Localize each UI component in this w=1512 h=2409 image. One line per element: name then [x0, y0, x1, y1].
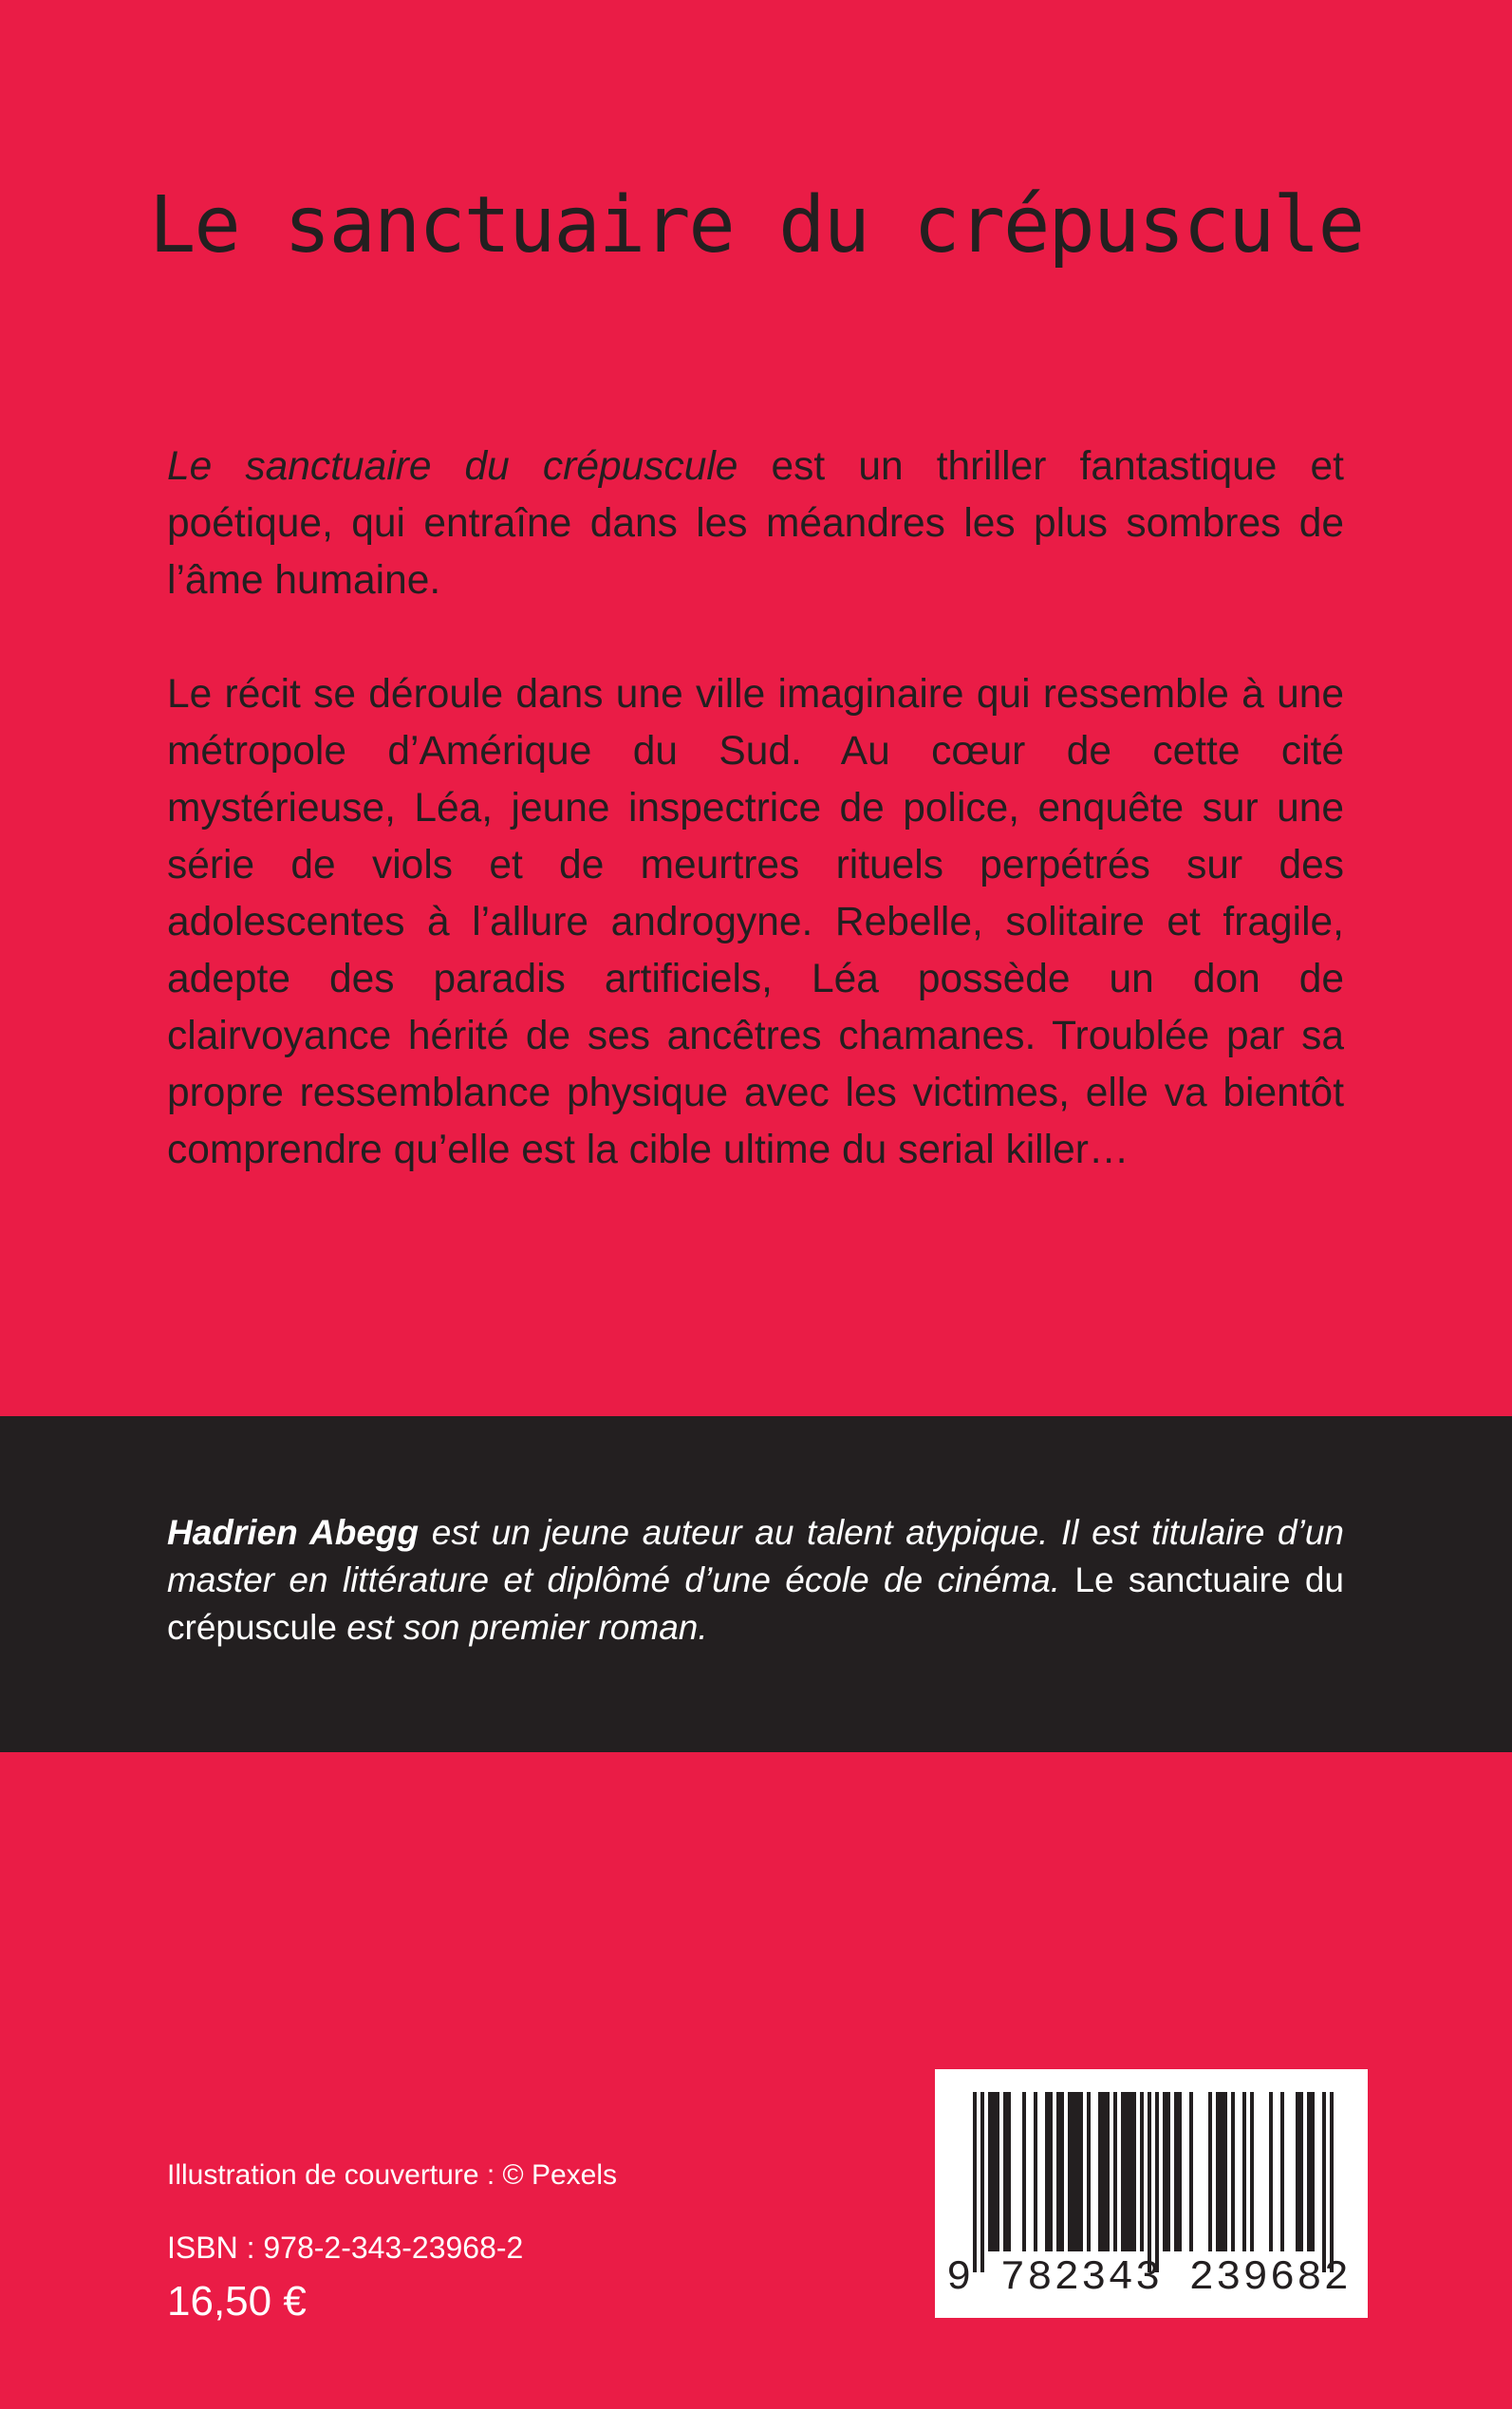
barcode-bar: [1148, 2092, 1151, 2272]
barcode-bar: [1322, 2092, 1326, 2272]
barcode-bar: [973, 2092, 977, 2272]
barcode-bar: [1307, 2092, 1311, 2251]
barcode-bar: [1113, 2092, 1117, 2251]
barcode-bar: [1167, 2092, 1170, 2251]
barcode-bar: [996, 2092, 999, 2251]
blurb-book-title: Le sanctuaire du crépuscule: [167, 444, 738, 489]
barcode-bar: [1250, 2092, 1254, 2251]
barcode-bar: [1129, 2092, 1132, 2251]
barcode-bar: [1311, 2092, 1315, 2251]
author-bio: [167, 1509, 1344, 1652]
barcode-bar: [1178, 2092, 1182, 2251]
blurb-paragraph-1: [167, 439, 1344, 609]
barcode-bar: [1034, 2092, 1037, 2251]
barcode-bar: [1125, 2092, 1129, 2251]
barcode-bar: [1072, 2092, 1075, 2251]
barcode-bar: [1098, 2092, 1102, 2251]
book-title: Le sanctuaire du crépuscule: [149, 180, 1363, 271]
barcode-bar: [1140, 2092, 1144, 2251]
barcode-bar: [1163, 2092, 1167, 2251]
barcode-bar: [1068, 2092, 1072, 2251]
barcode-bar: [1174, 2092, 1178, 2251]
barcode-bar: [1155, 2092, 1159, 2272]
barcode-bar: [1330, 2092, 1334, 2272]
barcode-bar: [1216, 2092, 1220, 2251]
blurb-paragraph-1-text: est un thriller fantastique et poétique, qui entraîne dans les méandres les plus sombres de l’âme humaine.: [167, 444, 1344, 603]
barcode-bar: [1060, 2092, 1064, 2251]
barcode-bar: [1049, 2092, 1053, 2251]
barcode-bar: [1056, 2092, 1060, 2251]
barcode-bar: [1087, 2092, 1091, 2251]
barcode-digits: 9 782343 239682: [946, 2254, 1352, 2302]
barcode-bar: [992, 2092, 996, 2251]
barcode-bar: [1121, 2092, 1125, 2251]
barcode-bar: [1242, 2092, 1246, 2251]
author-bio-book-title: Le sanctuaire du crépuscule: [167, 1560, 1345, 1647]
barcode-bar: [980, 2092, 984, 2272]
isbn: ISBN : 978-2-343-23968-2: [167, 2231, 524, 2265]
barcode-bar: [988, 2092, 992, 2251]
barcode-bar: [1208, 2092, 1212, 2251]
barcode-bar: [1223, 2092, 1227, 2251]
author-bio-part-2: est son premier roman.: [336, 1608, 708, 1647]
barcode-bar: [1220, 2092, 1223, 2251]
barcode-bar: [1296, 2092, 1299, 2251]
price: 16,50 €: [167, 2278, 307, 2325]
barcode-bar: [1007, 2092, 1011, 2251]
author-name: Hadrien Abegg: [167, 1513, 420, 1552]
barcode-bar: [1045, 2092, 1049, 2251]
barcode-bar: [1280, 2092, 1284, 2251]
barcode-bar: [1003, 2092, 1007, 2251]
cover-credits: Illustration de couverture : © Pexels: [167, 2159, 617, 2191]
barcode-bar: [1231, 2092, 1235, 2251]
barcode-bar: [1132, 2092, 1136, 2251]
barcode-bar: [1075, 2092, 1079, 2251]
barcode-bar: [1299, 2092, 1303, 2251]
barcode: [935, 2069, 1368, 2318]
blurb-paragraph-2: Le récit se déroule dans une ville imaginaire qui ressemble à une métropole d’Amérique du Sud. Au cœur de cette cité mystérieuse, Léa, jeune inspectrice de police, enquête sur une série de viols et de meurtres rituels perpétrés sur des adolescentes à l’allure androgyne. Rebelle, solitaire et fragile, adepte des paradis artificiels, Léa possède un don de clairvoyance hérité de ses ancêtres chamanes. Troublée par sa propre ressemblance physique avec les victimes, elle va bientôt comprendre qu’elle est la cible ultime du serial killer…: [167, 672, 1344, 1172]
barcode-bar: [1106, 2092, 1110, 2251]
barcode-bar: [1079, 2092, 1083, 2251]
author-bio-part-1: est un jeune auteur au talent atypique. Il est titulaire d’un master en littérature et diplômé d’une école de cinéma.: [167, 1513, 1344, 1599]
barcode-bar: [1269, 2092, 1273, 2251]
barcode-bar: [1102, 2092, 1106, 2251]
barcode-bar: [1189, 2092, 1193, 2251]
barcode-bar: [1022, 2092, 1026, 2251]
